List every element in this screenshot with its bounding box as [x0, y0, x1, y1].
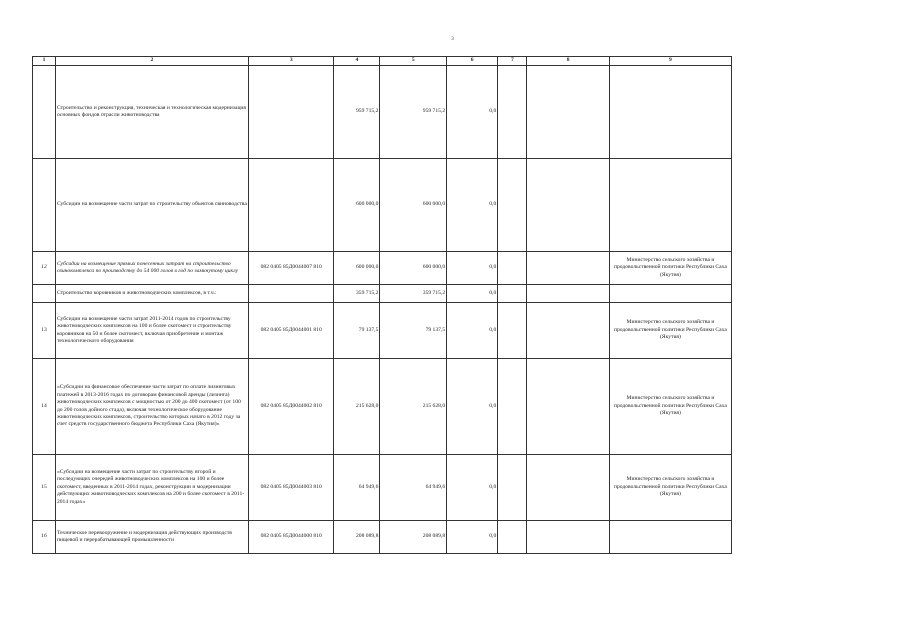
table-row: [33, 66, 732, 159]
value-col5-cell: 79 137,5: [380, 303, 447, 359]
budget-code-cell: [248, 285, 334, 303]
value-col7-cell: [498, 303, 527, 359]
value-col5-cell: 600 000,0: [380, 252, 447, 285]
value-col4-cell: 208 089,8: [334, 521, 380, 554]
value-col7-cell: [498, 159, 527, 252]
header-row: [33, 57, 732, 66]
header-cell: 4: [334, 57, 380, 66]
value-col6-cell: 0,0: [447, 455, 498, 521]
table-row: [33, 285, 732, 303]
budget-table: [32, 56, 732, 554]
value-col6-cell: 0,0: [447, 521, 498, 554]
value-col4-cell: 600 000,0: [334, 252, 380, 285]
value-col8-cell: [527, 455, 609, 521]
value-col6-cell: 0,0: [447, 359, 498, 455]
value-col4-cell: 79 137,5: [334, 303, 380, 359]
table-row: [33, 303, 732, 359]
budget-code-cell: [248, 66, 334, 159]
value-col7-cell: [498, 359, 527, 455]
value-col6-cell: 0,0: [447, 303, 498, 359]
value-col8-cell: [527, 285, 609, 303]
responsible-org-cell: [609, 285, 731, 303]
value-col8-cell: [527, 252, 609, 285]
responsible-org-cell: Министерство сельского хозяйства и продовольственной политики Республики Саха (Якутия): [609, 252, 731, 285]
row-number-cell: [33, 159, 56, 252]
row-name-cell: «Субсидии на финансовое обеспечение части затрат по оплате лизинговых платежей в 2013-2016 годах по договорам финансовой аренды (лизинга) животноводческих комплексов с мощностью от 200 до 400 скотомест (от 100 до 200 голов дойного стада), включая технологическое оборудование животноводческих комплексов, строительство которых начато в 2012 году за счет средств государственного бюджета Республики Саха (Якутия)»: [55, 359, 248, 455]
value-col4-cell: 215 628,0: [334, 359, 380, 455]
value-col5-cell: 208 089,8: [380, 521, 447, 554]
budget-code-cell: 082 0405 85Д0044003 810: [248, 455, 334, 521]
value-col7-cell: [498, 66, 527, 159]
row-number-cell: 12: [33, 252, 56, 285]
row-number-cell: 16: [33, 521, 56, 554]
header-cell: 2: [55, 57, 248, 66]
table-row: [33, 359, 732, 455]
budget-code-cell: [248, 159, 334, 252]
value-col4-cell: 359 715,2: [334, 285, 380, 303]
value-col8-cell: [527, 159, 609, 252]
budget-code-cell: 082 0405 85Д0044002 810: [248, 359, 334, 455]
value-col6-cell: 0,0: [447, 159, 498, 252]
value-col6-cell: 0,0: [447, 252, 498, 285]
value-col8-cell: [527, 521, 609, 554]
value-col4-cell: 959 715,2: [334, 66, 380, 159]
responsible-org-cell: Министерство сельского хозяйства и продовольственной политики Республики Саха (Якутия): [609, 359, 731, 455]
table-row: [33, 159, 732, 252]
row-number-cell: [33, 285, 56, 303]
value-col6-cell: 0,0: [447, 66, 498, 159]
responsible-org-cell: [609, 521, 731, 554]
row-number-cell: 14: [33, 359, 56, 455]
value-col7-cell: [498, 252, 527, 285]
table-row: [33, 252, 732, 285]
budget-code-cell: 082 0405 85Д0044000 810: [248, 521, 334, 554]
value-col6-cell: 0,0: [447, 285, 498, 303]
responsible-org-cell: Министерство сельского хозяйства и продовольственной политики Республики Саха (Якутия): [609, 455, 731, 521]
header-cell: 5: [380, 57, 447, 66]
header-cell: 8: [527, 57, 609, 66]
responsible-org-cell: [609, 159, 731, 252]
header-cell: 9: [609, 57, 731, 66]
row-name-cell: Строительство коровников и животноводческих комплексов, в т.ч.:: [55, 285, 248, 303]
header-cell: 1: [33, 57, 56, 66]
value-col7-cell: [498, 455, 527, 521]
value-col5-cell: 959 715,2: [380, 66, 447, 159]
budget-code-cell: 082 0405 85Д0044007 810: [248, 252, 334, 285]
value-col4-cell: 64 949,6: [334, 455, 380, 521]
value-col8-cell: [527, 303, 609, 359]
value-col7-cell: [498, 521, 527, 554]
budget-code-cell: 082 0405 85Д0044001 810: [248, 303, 334, 359]
value-col4-cell: 600 000,0: [334, 159, 380, 252]
row-number-cell: 13: [33, 303, 56, 359]
table-row: [33, 455, 732, 521]
value-col5-cell: 64 949,6: [380, 455, 447, 521]
responsible-org-cell: Министерство сельского хозяйства и продовольственной политики Республики Саха (Якутия): [609, 303, 731, 359]
row-number-cell: 15: [33, 455, 56, 521]
page-number: 3: [451, 37, 454, 42]
value-col7-cell: [498, 285, 527, 303]
value-col5-cell: 215 628,0: [380, 359, 447, 455]
value-col8-cell: [527, 66, 609, 159]
row-name-cell: Субсидии на возмещение части затрат по строительству объектов свиноводства: [55, 159, 248, 252]
table-row: [33, 521, 732, 554]
row-number-cell: [33, 66, 56, 159]
row-name-cell: «Субсидии на возмещение части затрат по строительству второй и последующих очередей животноводческих комплексов на 100 и более скотомест, введенных в 2011-2014 годах, реконструкции и модернизации действующих животноводческих комплексов на 200 и более скотомест в 2011-2014 годах»: [55, 455, 248, 521]
header-cell: 6: [447, 57, 498, 66]
row-name-cell: Техническое перевооружение и модернизация действующих производств пищевой и перерабатывающей промышленности: [55, 521, 248, 554]
row-name-cell: Строительство и реконструкция, техническая и технологическая модернизация основных фондов отрасли животноводства: [55, 66, 248, 159]
row-name-cell: Субсидии на возмещение части затрат 2011-2014 годов по строительству животноводческих комплексов на 100 и более скотомест и строительству коровников на 50 и более скотомест, включая приобретение и монтаж технологического оборудования: [55, 303, 248, 359]
header-cell: 7: [498, 57, 527, 66]
row-name-cell: Субсидии на возмещение прямых понесенных затрат на строительство свинокомплекса по производству до 54 000 голов в год по замкнутому циклу: [55, 252, 248, 285]
responsible-org-cell: [609, 66, 731, 159]
header-cell: 3: [248, 57, 334, 66]
value-col8-cell: [527, 359, 609, 455]
value-col5-cell: 359 715,2: [380, 285, 447, 303]
value-col5-cell: 600 000,0: [380, 159, 447, 252]
